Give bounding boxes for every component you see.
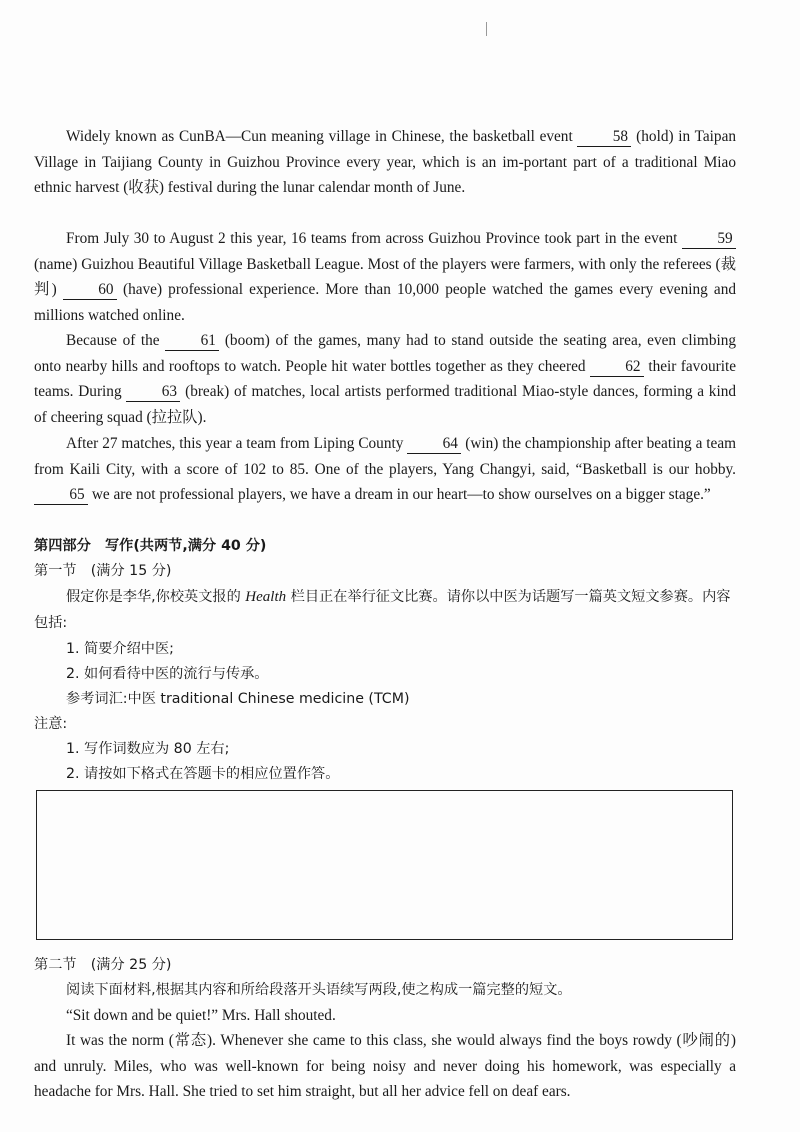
note-title: 注意: bbox=[34, 716, 68, 732]
blank-61[interactable]: 61 bbox=[165, 332, 219, 351]
content-item-2: 2. 如何看待中医的流行与传承。 bbox=[66, 666, 269, 682]
passage-text: (name) Guizhou Beautiful Village Basketball League. Most of the players were farmers, with only the referees (裁判) bbox=[34, 255, 736, 299]
section-two-title: 第二节 (满分 25 分) bbox=[34, 957, 172, 973]
passage-paragraph-3 bbox=[34, 328, 736, 430]
blank-58[interactable]: 58 bbox=[577, 128, 631, 147]
passage-paragraph-1 bbox=[34, 124, 736, 201]
section-one-prompt bbox=[34, 585, 736, 636]
blank-65[interactable]: 65 bbox=[34, 486, 88, 505]
story-paragraph: It was the norm (常态). Whenever she came to this class, she would always find the boys rowdy (吵闹的) and unruly. Miles, who was well-known for being noisy and never doing his homework, was especially a headache for Mrs. Hall. She tried to set him straight, but all her advice fell on deaf ears. bbox=[34, 1032, 736, 1101]
passage-paragraph-2 bbox=[34, 226, 736, 328]
passage-text: (win) the championship after beating a team from Kaili City, with a score of 102 to 85. One of the players, Yang Changyi, said, “Basketball is our hobby. bbox=[34, 435, 737, 478]
passage-text: we are not professional players, we have a dream in our heart—to show ourselves on a bigger stage.” bbox=[91, 486, 711, 504]
story-opening-quote: “Sit down and be quiet!” Mrs. Hall shouted. bbox=[66, 1007, 336, 1024]
note-item-2: 2. 请按如下格式在答题卡的相应位置作答。 bbox=[66, 766, 340, 782]
section-two-instruction: 阅读下面材料,根据其内容和所给段落开头语续写两段,使之构成一篇完整的短文。 bbox=[66, 982, 572, 998]
prompt-text: 假定你是李华,你校英文报的 bbox=[66, 589, 241, 605]
prompt-text: 栏目正在举行征文比赛。请你以中医为话题写一篇英文短文参赛。内容包括: bbox=[34, 589, 731, 631]
health-column-name: Health bbox=[245, 589, 287, 605]
blank-63[interactable]: 63 bbox=[126, 383, 180, 402]
passage-text: From July 30 to August 2 this year, 16 teams from across Guizhou Province took part in the event bbox=[66, 230, 678, 247]
reference-vocabulary: 参考词汇:中医 traditional Chinese medicine (TCM) bbox=[66, 691, 410, 707]
passage-text: Widely known as CunBA—Cun meaning village in Chinese, the basketball event bbox=[66, 128, 573, 145]
section-one-title: 第一节 (满分 15 分) bbox=[34, 563, 172, 579]
passage-paragraph-4 bbox=[34, 431, 736, 508]
note-item-1: 1. 写作词数应为 80 左右; bbox=[66, 741, 230, 757]
passage-text: After 27 matches, this year a team from Liping County bbox=[66, 435, 404, 452]
blank-59[interactable]: 59 bbox=[682, 230, 736, 249]
page-top-mark bbox=[486, 22, 487, 36]
passage-text: (hold) in Taipan Village in Taijiang County in Guizhou Province every year, which is an im-portant part of a traditional Miao ethnic harvest (收获) festival during the lunar calendar month of June. bbox=[34, 128, 737, 197]
passage-text: their favourite teams. During bbox=[34, 357, 737, 401]
part-four-title: 第四部分 写作(共两节,满分 40 分) bbox=[34, 538, 267, 554]
passage-text: (have) professional experience. More than 10,000 people watched the games every evening and millions watched online. bbox=[34, 281, 736, 324]
passage-text: (break) of matches, local artists performed traditional Miao-style dances, forming a kind of cheering squad (拉拉队). bbox=[34, 383, 736, 426]
content-item-1: 1. 简要介绍中医; bbox=[66, 641, 174, 657]
blank-64[interactable]: 64 bbox=[407, 435, 461, 454]
passage-text: (boom) of the games, many had to stand outside the seating area, even climbing onto nearby hills and rooftops to watch. People hit water bottles together as they cheered bbox=[34, 332, 737, 375]
passage-text: Because of the bbox=[66, 332, 160, 349]
blank-62[interactable]: 62 bbox=[590, 358, 644, 377]
answer-box[interactable] bbox=[36, 790, 733, 940]
blank-60[interactable]: 60 bbox=[63, 281, 117, 300]
